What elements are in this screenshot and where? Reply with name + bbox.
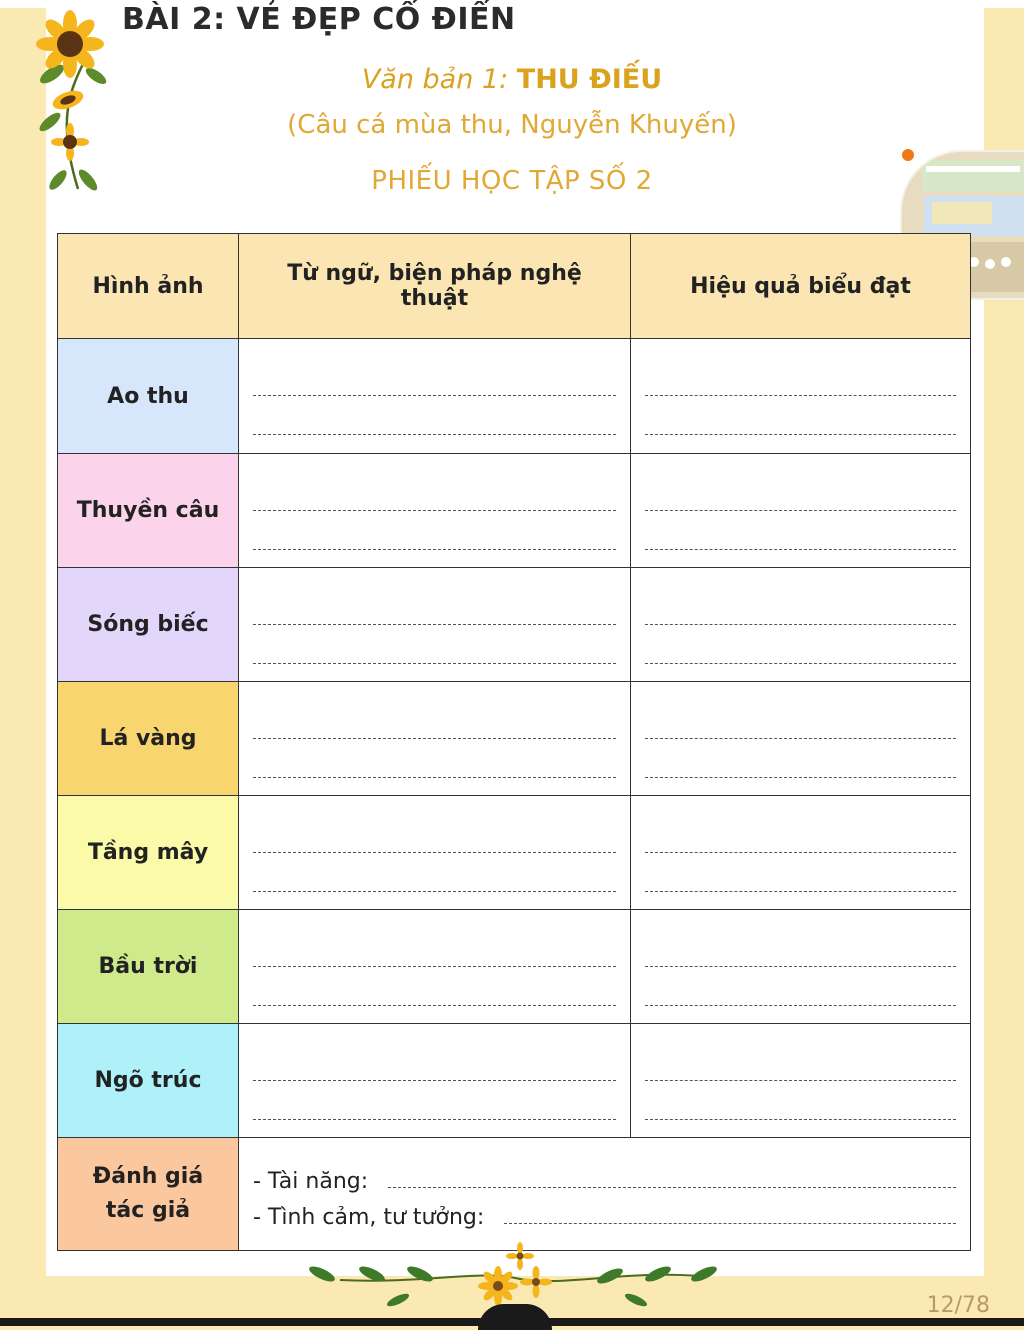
row-label: Ao thu <box>58 339 239 454</box>
answer-line[interactable] <box>253 434 616 435</box>
technique-answer-cell[interactable] <box>239 682 631 796</box>
table-row <box>58 454 971 568</box>
answer-line[interactable] <box>645 663 956 664</box>
table-header-row <box>58 234 971 339</box>
effect-answer-cell[interactable] <box>631 682 971 796</box>
row-label: Tầng mây <box>58 796 239 910</box>
table-row <box>58 796 971 910</box>
technique-answer-cell[interactable] <box>239 910 631 1024</box>
table-row <box>58 682 971 796</box>
evaluation-feelings <box>253 1194 956 1230</box>
text-title <box>0 64 1024 95</box>
answer-line[interactable] <box>645 738 956 739</box>
answer-line[interactable] <box>253 549 616 550</box>
evaluation-talent <box>253 1158 956 1194</box>
answer-line[interactable] <box>388 1187 956 1188</box>
answer-line[interactable] <box>253 966 616 967</box>
text-name: THU ĐIẾU <box>516 64 663 95</box>
evaluation-label-text: Đánh giá tác giả <box>92 1164 204 1223</box>
row-label: Ngõ trúc <box>58 1024 239 1138</box>
evaluation-label <box>58 1138 239 1251</box>
answer-line[interactable] <box>253 1119 616 1120</box>
effect-answer-cell[interactable] <box>631 339 971 454</box>
answer-line[interactable] <box>253 510 616 511</box>
answer-line[interactable] <box>645 1005 956 1006</box>
row-label: Thuyền câu <box>58 454 239 568</box>
table-row <box>58 910 971 1024</box>
text-source: (Câu cá mùa thu, Nguyễn Khuyến) <box>287 110 737 140</box>
recording-indicator <box>902 149 914 161</box>
table-row <box>58 339 971 454</box>
effect-answer-cell[interactable] <box>631 796 971 910</box>
evaluation-feelings-label: - Tình cảm, tư tưởng: <box>253 1205 485 1230</box>
answer-line[interactable] <box>645 510 956 511</box>
worksheet-table <box>57 233 971 1251</box>
page-number: 12/78 <box>926 1293 990 1318</box>
answer-line[interactable] <box>253 738 616 739</box>
row-label: Sóng biếc <box>58 568 239 682</box>
answer-line[interactable] <box>253 777 616 778</box>
answer-line[interactable] <box>253 395 616 396</box>
answer-line[interactable] <box>645 624 956 625</box>
technique-answer-cell[interactable] <box>239 339 631 454</box>
evaluation-answer <box>239 1138 971 1251</box>
text-label: Văn bản 1: <box>361 64 509 95</box>
answer-line[interactable] <box>504 1223 956 1224</box>
answer-line[interactable] <box>253 852 616 853</box>
effect-answer-cell[interactable] <box>631 454 971 568</box>
effect-answer-cell[interactable] <box>631 910 971 1024</box>
home-tab[interactable] <box>478 1304 552 1330</box>
answer-line[interactable] <box>645 966 956 967</box>
column-header-image: Hình ảnh <box>58 234 239 339</box>
answer-line[interactable] <box>645 1080 956 1081</box>
answer-line[interactable] <box>645 1119 956 1120</box>
table-row <box>58 1024 971 1138</box>
evaluation-talent-label: - Tài năng: <box>253 1169 369 1194</box>
worksheet-title: PHIẾU HỌC TẬP SỐ 2 <box>371 166 653 196</box>
answer-line[interactable] <box>645 891 956 892</box>
answer-line[interactable] <box>253 891 616 892</box>
evaluation-row <box>58 1138 971 1251</box>
bottom-bar <box>0 1318 1024 1326</box>
answer-line[interactable] <box>253 624 616 625</box>
row-label: Lá vàng <box>58 682 239 796</box>
answer-line[interactable] <box>253 1080 616 1081</box>
effect-answer-cell[interactable] <box>631 1024 971 1138</box>
technique-answer-cell[interactable] <box>239 454 631 568</box>
technique-answer-cell[interactable] <box>239 568 631 682</box>
lesson-title: BÀI 2: VẺ ĐẸP CỔ ĐIỂN <box>122 2 516 37</box>
answer-line[interactable] <box>645 777 956 778</box>
column-header-technique: Từ ngữ, biện pháp nghệ thuật <box>239 234 631 339</box>
effect-answer-cell[interactable] <box>631 568 971 682</box>
sunflower-icon <box>478 1266 518 1306</box>
table-row <box>58 568 971 682</box>
column-header-effect: Hiệu quả biểu đạt <box>631 234 971 339</box>
answer-line[interactable] <box>645 549 956 550</box>
answer-line[interactable] <box>645 852 956 853</box>
technique-answer-cell[interactable] <box>239 1024 631 1138</box>
answer-line[interactable] <box>645 395 956 396</box>
answer-line[interactable] <box>253 663 616 664</box>
technique-answer-cell[interactable] <box>239 796 631 910</box>
row-label: Bầu trời <box>58 910 239 1024</box>
answer-line[interactable] <box>253 1005 616 1006</box>
answer-line[interactable] <box>645 434 956 435</box>
